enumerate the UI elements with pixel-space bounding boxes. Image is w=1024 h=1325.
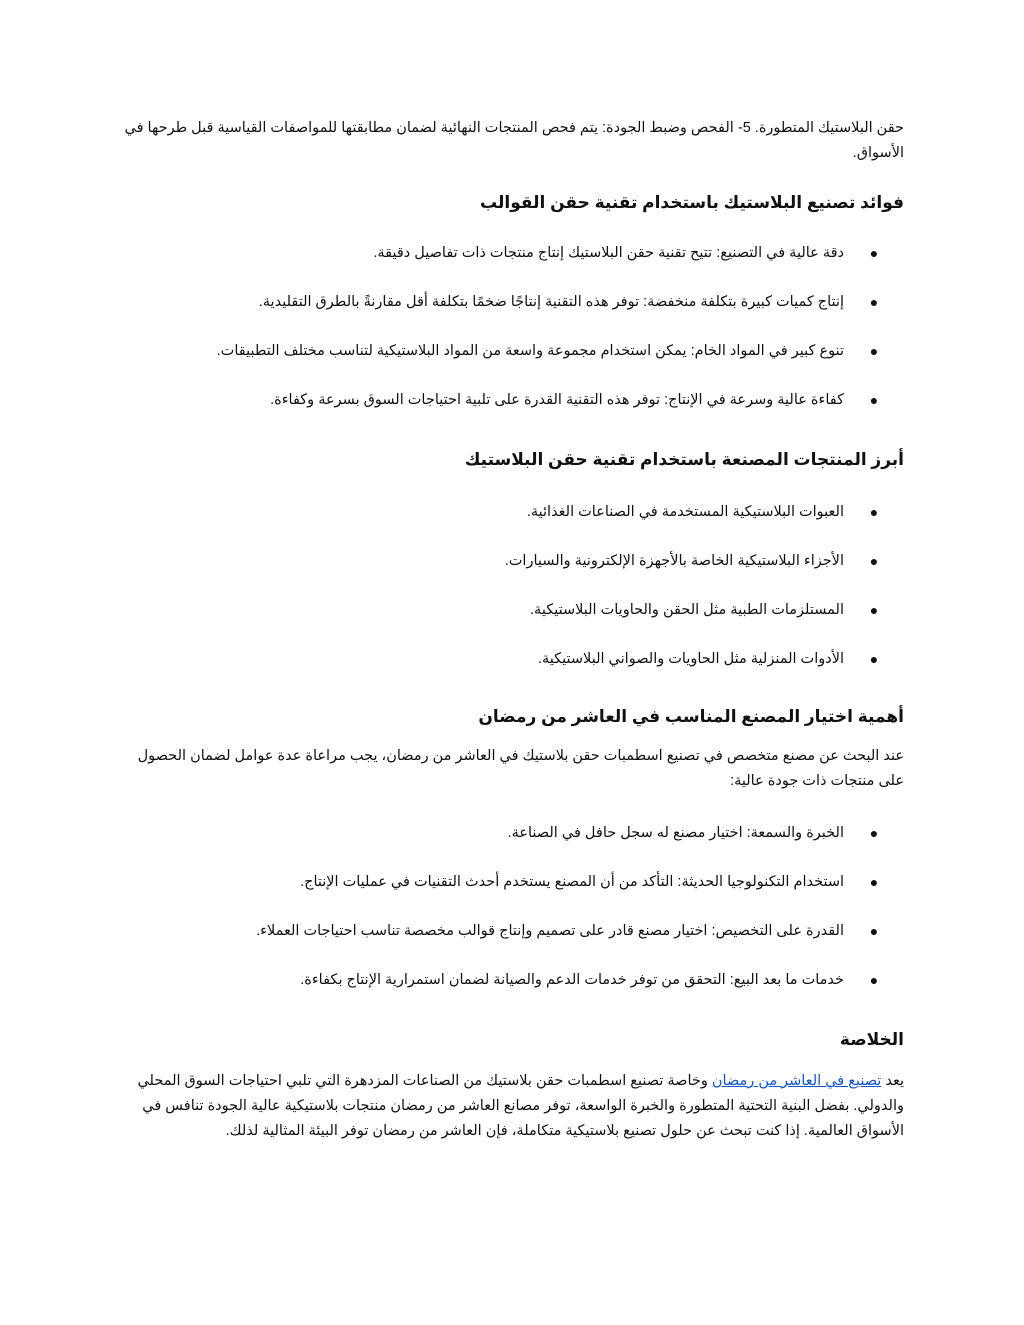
list-item — [120, 822, 904, 844]
list-item-text: دقة عالية في التصنيع: تتيح تقنية حقن البلاستيك إنتاج منتجات ذات تفاصيل دقيقة. — [373, 245, 844, 261]
bullet-icon: ● — [869, 392, 879, 408]
bullet-icon: ● — [869, 294, 879, 310]
bullet-icon: ● — [869, 972, 879, 988]
bullet-icon: ● — [869, 825, 879, 841]
list-item — [120, 242, 904, 264]
list-item — [120, 871, 904, 893]
importance-heading: أهمية اختيار المصنع المناسب في العاشر من رمضان — [478, 707, 904, 726]
bullet-icon: ● — [869, 923, 879, 939]
products-list — [120, 501, 904, 670]
conclusion-text-rest: وخاصة تصنيع اسطمبات حقن بلاستيك من الصناعات المزدهرة التي تلبي احتياجات السوق المحلي والدولي. بفضل البنية التحتية المتطورة والخبرة الواسعة، توفر مصانع العاشر من رمضان منتجات بلاستيكية عالية الجودة تنافس في الأسواق العالمية. إذا كنت تبحث عن حلول تصنيع بلاستيكية متكاملة، فإن العاشر من رمضان توفر البيئة المثالية لذلك. — [137, 1073, 904, 1139]
manufacturing-link[interactable]: تصنيع في العاشر من رمضان — [711, 1073, 882, 1089]
document-content — [120, 116, 904, 1144]
bullet-icon: ● — [869, 651, 879, 667]
list-item-text: المستلزمات الطبية مثل الحقن والحاويات البلاستيكية. — [530, 602, 844, 618]
list-item-text: تنوع كبير في المواد الخام: يمكن استخدام مجموعة واسعة من المواد البلاستيكية لتناسب مختلف التطبيقات. — [216, 343, 844, 359]
list-item — [120, 291, 904, 313]
benefits-list — [120, 242, 904, 411]
list-item — [120, 599, 904, 621]
list-item-text: استخدام التكنولوجيا الحديثة: التأكد من أن المصنع يستخدم أحدث التقنيات في عمليات الإنتاج. — [300, 874, 844, 890]
list-item-text: الأجزاء البلاستيكية الخاصة بالأجهزة الإلكترونية والسيارات. — [504, 553, 844, 569]
bullet-icon: ● — [869, 343, 879, 359]
list-item-text: العبوات البلاستيكية المستخدمة في الصناعات الغذائية. — [526, 504, 844, 520]
bullet-icon: ● — [869, 602, 879, 618]
conclusion-paragraph — [120, 1069, 904, 1144]
list-item-text: كفاءة عالية وسرعة في الإنتاج: توفر هذه التقنية القدرة على تلبية احتياجات السوق بسرعة وكفاءة. — [270, 392, 844, 408]
list-item — [120, 920, 904, 942]
intro-paragraph: حقن البلاستيك المتطورة. 5- الفحص وضبط الجودة: يتم فحص المنتجات النهائية لضمان مطابقتها للمواصفات القياسية قبل طرحها في الأسواق. — [124, 120, 904, 161]
list-item — [120, 969, 904, 991]
conclusion-heading: الخلاصة — [839, 1030, 904, 1049]
list-item — [120, 340, 904, 362]
bullet-icon: ● — [869, 245, 879, 261]
bullet-icon: ● — [869, 504, 879, 520]
list-item-text: إنتاج كميات كبيرة بتكلفة منخفضة: توفر هذه التقنية إنتاجًا ضخمًا بتكلفة أقل مقارنةً بالطرق التقليدية. — [258, 294, 844, 310]
list-item — [120, 389, 904, 411]
list-item-text: القدرة على التخصيص: اختيار مصنع قادر على تصميم وإنتاج قوالب مخصصة تناسب احتياجات العملاء. — [256, 923, 844, 939]
list-item-text: الأدوات المنزلية مثل الحاويات والصواني البلاستيكية. — [537, 651, 844, 667]
products-heading: أبرز المنتجات المصنعة باستخدام تقنية حقن البلاستيك — [464, 450, 904, 469]
bullet-icon: ● — [869, 553, 879, 569]
benefits-heading: فوائد تصنيع البلاستيك باستخدام تقنية حقن القوالب — [480, 193, 904, 212]
factors-list — [120, 822, 904, 991]
list-item — [120, 550, 904, 572]
list-item — [120, 648, 904, 670]
list-item — [120, 501, 904, 523]
conclusion-text-start: يعد — [881, 1073, 904, 1089]
importance-paragraph: عند البحث عن مصنع متخصص في تصنيع اسطمبات حقن بلاستيك في العاشر من رمضان، يجب مراعاة عدة عوامل لضمان الحصول على منتجات ذات جودة عالية: — [137, 748, 904, 789]
bullet-icon: ● — [869, 874, 879, 890]
list-item-text: الخبرة والسمعة: اختيار مصنع له سجل حافل في الصناعة. — [507, 825, 844, 841]
list-item-text: خدمات ما بعد البيع: التحقق من توفر خدمات الدعم والصيانة لضمان استمرارية الإنتاج بكفاءة. — [300, 972, 844, 988]
